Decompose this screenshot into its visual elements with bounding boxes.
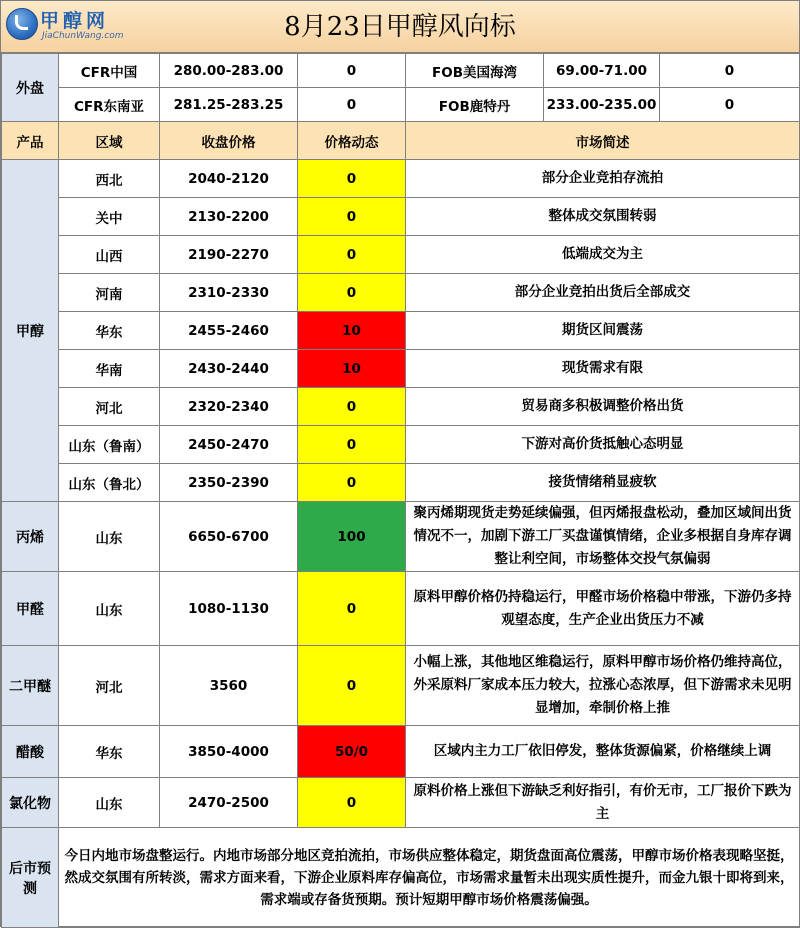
col-header-region: 区域 bbox=[59, 122, 160, 160]
change-cell: 10 bbox=[298, 350, 406, 388]
header-bar bbox=[1, 1, 799, 53]
change-cell: 0 bbox=[298, 426, 406, 464]
region-cell: 山东 bbox=[59, 778, 160, 828]
product-label: 丙烯 bbox=[2, 502, 59, 572]
product-label: 氯化物 bbox=[2, 778, 59, 828]
price-cell: 2455-2460 bbox=[160, 312, 298, 350]
table-row bbox=[2, 726, 800, 778]
summary-cell: 原料甲醇价格仍持稳运行，甲醛市场价格稳中带涨，下游仍多持观望态度，生产企业出货压力不减 bbox=[406, 572, 800, 646]
logo-text: 甲醇网 bbox=[40, 10, 110, 32]
price-cell: 6650-6700 bbox=[160, 502, 298, 572]
external-row-1 bbox=[2, 54, 800, 88]
forecast-text: 今日内地市场盘整运行。内地市场部分地区竞拍流拍，市场供应整体稳定，期货盘面高位震荡，甲醇市场价格表现略坚挺，然成交氛围有所转淡，需求方面来看，下游企业原料库存偏高位，市场需求量暂未出现实质性提升，而金九银十即将到来，需求端或存备货预期。预计短期甲醇市场价格震荡偏强。 bbox=[59, 828, 800, 928]
region-cell: 山东（鲁北） bbox=[59, 464, 160, 502]
region-cell: 华南 bbox=[59, 350, 160, 388]
change-cell: 0 bbox=[298, 778, 406, 828]
external-label: 外盘 bbox=[2, 54, 59, 122]
price-cell: 2430-2440 bbox=[160, 350, 298, 388]
external-name: CFR东南亚 bbox=[59, 88, 160, 122]
region-cell: 河南 bbox=[59, 274, 160, 312]
logo-url: JiaChunWang.com bbox=[42, 31, 124, 41]
price-cell: 2040-2120 bbox=[160, 160, 298, 198]
table-row bbox=[2, 778, 800, 828]
table-row bbox=[2, 646, 800, 726]
forecast-row bbox=[2, 828, 800, 928]
table-row bbox=[2, 312, 800, 350]
price-cell: 2130-2200 bbox=[160, 198, 298, 236]
col-header-product: 产品 bbox=[2, 122, 59, 160]
region-cell: 山东（鲁南） bbox=[59, 426, 160, 464]
summary-cell: 小幅上涨，其他地区维稳运行，原料甲醇市场价格仍维持高位，外采原料厂家成本压力较大，拉涨心态浓厚，但下游需求未见明显增加，牵制价格上推 bbox=[406, 646, 800, 726]
external-change: 0 bbox=[660, 88, 800, 122]
region-cell: 华东 bbox=[59, 312, 160, 350]
table-row bbox=[2, 388, 800, 426]
summary-cell: 部分企业竞拍出货后全部成交 bbox=[406, 274, 800, 312]
price-cell: 2320-2340 bbox=[160, 388, 298, 426]
external-price: 280.00-283.00 bbox=[160, 54, 298, 88]
price-cell: 2310-2330 bbox=[160, 274, 298, 312]
external-name: CFR中国 bbox=[59, 54, 160, 88]
table-row bbox=[2, 198, 800, 236]
forecast-label: 后市预测 bbox=[2, 828, 59, 928]
external-change: 0 bbox=[298, 54, 406, 88]
col-header-summary: 市场简述 bbox=[406, 122, 800, 160]
col-header-price: 收盘价格 bbox=[160, 122, 298, 160]
table-row bbox=[2, 274, 800, 312]
change-cell: 0 bbox=[298, 274, 406, 312]
product-label: 二甲醚 bbox=[2, 646, 59, 726]
external-price: 69.00-71.00 bbox=[544, 54, 660, 88]
price-cell: 2350-2390 bbox=[160, 464, 298, 502]
column-header-row bbox=[2, 122, 800, 160]
summary-cell: 部分企业竞拍存流拍 bbox=[406, 160, 800, 198]
table-row bbox=[2, 502, 800, 572]
price-cell: 2450-2470 bbox=[160, 426, 298, 464]
logo bbox=[4, 4, 124, 49]
external-price: 281.25-283.25 bbox=[160, 88, 298, 122]
external-name: FOB鹿特丹 bbox=[406, 88, 544, 122]
price-cell: 3560 bbox=[160, 646, 298, 726]
change-cell: 100 bbox=[298, 502, 406, 572]
price-cell: 2190-2270 bbox=[160, 236, 298, 274]
table-row bbox=[2, 160, 800, 198]
change-cell: 50/0 bbox=[298, 726, 406, 778]
summary-cell: 贸易商多积极调整价格出货 bbox=[406, 388, 800, 426]
region-cell: 山东 bbox=[59, 572, 160, 646]
logo-icon bbox=[6, 8, 38, 40]
price-cell: 2470-2500 bbox=[160, 778, 298, 828]
table-row bbox=[2, 464, 800, 502]
summary-cell: 期货区间震荡 bbox=[406, 312, 800, 350]
table-row bbox=[2, 350, 800, 388]
col-header-change: 价格动态 bbox=[298, 122, 406, 160]
region-cell: 河北 bbox=[59, 388, 160, 426]
product-label: 醋酸 bbox=[2, 726, 59, 778]
table-row bbox=[2, 572, 800, 646]
product-label: 甲醛 bbox=[2, 572, 59, 646]
summary-cell: 区域内主力工厂依旧停发，整体货源偏紧，价格继续上调 bbox=[406, 726, 800, 778]
summary-cell: 原料价格上涨但下游缺乏利好指引，有价无市，工厂报价下跌为主 bbox=[406, 778, 800, 828]
summary-cell: 接货情绪稍显疲软 bbox=[406, 464, 800, 502]
change-cell: 10 bbox=[298, 312, 406, 350]
summary-cell: 聚丙烯期现货走势延续偏强，但丙烯报盘松动，叠加区域间出货情况不一，加剧下游工厂买盘谨慎情绪，企业多根据自身库存调整让利空间，市场整体交投气氛偏弱 bbox=[406, 502, 800, 572]
region-cell: 关中 bbox=[59, 198, 160, 236]
change-cell: 0 bbox=[298, 236, 406, 274]
table-row bbox=[2, 426, 800, 464]
external-change: 0 bbox=[298, 88, 406, 122]
region-cell: 山西 bbox=[59, 236, 160, 274]
price-cell: 1080-1130 bbox=[160, 572, 298, 646]
region-cell: 河北 bbox=[59, 646, 160, 726]
region-cell: 山东 bbox=[59, 502, 160, 572]
change-cell: 0 bbox=[298, 464, 406, 502]
change-cell: 0 bbox=[298, 160, 406, 198]
external-name: FOB美国海湾 bbox=[406, 54, 544, 88]
summary-cell: 现货需求有限 bbox=[406, 350, 800, 388]
summary-cell: 下游对高价货抵触心态明显 bbox=[406, 426, 800, 464]
table-row bbox=[2, 236, 800, 274]
change-cell: 0 bbox=[298, 646, 406, 726]
external-row-2 bbox=[2, 88, 800, 122]
external-change: 0 bbox=[660, 54, 800, 88]
region-cell: 西北 bbox=[59, 160, 160, 198]
page-title: 8月23日甲醇风向标 bbox=[284, 12, 516, 42]
summary-cell: 整体成交氛围转弱 bbox=[406, 198, 800, 236]
price-cell: 3850-4000 bbox=[160, 726, 298, 778]
change-cell: 0 bbox=[298, 388, 406, 426]
change-cell: 0 bbox=[298, 198, 406, 236]
region-cell: 华东 bbox=[59, 726, 160, 778]
change-cell: 0 bbox=[298, 572, 406, 646]
product-label-methanol: 甲醇 bbox=[2, 160, 59, 502]
summary-cell: 低端成交为主 bbox=[406, 236, 800, 274]
price-table bbox=[1, 53, 800, 928]
external-price: 233.00-235.00 bbox=[544, 88, 660, 122]
